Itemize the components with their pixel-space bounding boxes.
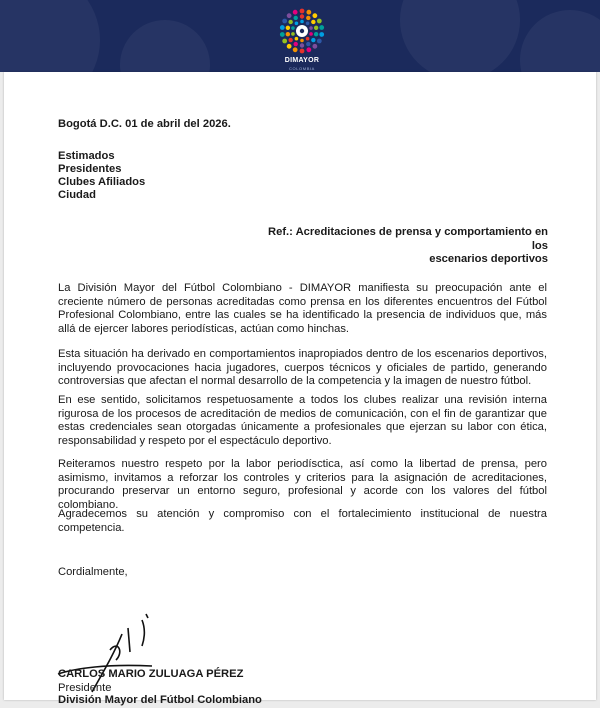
logo-dot: [300, 14, 304, 18]
brand-sub: COLOMBIA: [289, 66, 315, 71]
logo-dot: [282, 39, 287, 44]
letter-date: Bogotá D.C. 01 de abril del 2026.: [58, 118, 231, 130]
logo-dot: [319, 25, 324, 30]
logo-dot: [306, 47, 311, 52]
logo-dot: [309, 32, 313, 36]
recipient-line-4: Ciudad: [58, 189, 96, 201]
logo-dot: [311, 20, 315, 24]
paragraph-1: La División Mayor del Fútbol Colombiano - DIMAYOR manifiesta su preocupación ante el creciente número de personas acreditadas como prensa en los diferentes encuentros del Fútbol Profesional Colombiano, entre las cuales se ha identificado la presencia de individuos que, más allá de ejercer labores periodísticas, actúan como hinchas.: [58, 282, 547, 335]
logo-dot: [300, 20, 304, 24]
dimayor-emblem-icon: [276, 8, 328, 56]
recipient-line-2: Presidentes: [58, 163, 122, 175]
paragraph-2: Esta situación ha derivado en comportamientos inapropiados dentro de los escenarios deportivos, incluyendo provocaciones hacia jugadores, cuerpos técnicos y oficiales de partido, generando controversias que afectan el normal desarrollo de la competencia y la imagen de nuestro fútbol.: [58, 348, 547, 388]
logo-dot: [287, 13, 292, 18]
logo-dot: [306, 16, 310, 20]
letter-page: [4, 72, 596, 706]
logo-dot: [319, 32, 324, 37]
closing: Cordialmente,: [58, 566, 128, 578]
logo-dot: [314, 26, 318, 30]
logo-dot: [291, 26, 295, 30]
paragraph-3: En ese sentido, solicitamos respetuosamente a todos los clubes realizar una revisión interna rigurosa de los procesos de acreditación de medios de comunicación, con el fin de garantizar que estas credenciales sean otorgadas únicamente a profesionales que ejerzan su labor con ética, responsabilidad y respeto por el espectáculo deportivo.: [58, 394, 547, 447]
logo-dot: [280, 32, 285, 37]
logo-dot: [300, 39, 304, 43]
logo-dot: [293, 10, 298, 15]
signer-name: CARLOS MARIO ZULUAGA PÉREZ: [58, 668, 244, 680]
logo-dot: [288, 20, 292, 24]
logo-dot: [280, 25, 285, 30]
logo-dot: [300, 49, 305, 54]
reference-line: [252, 226, 548, 267]
logo-dot: [312, 13, 317, 18]
logo-dot: [314, 32, 318, 36]
logo-dot: [306, 10, 311, 15]
logo-dot: [288, 38, 292, 42]
reference-line-1: Ref.: Acreditaciones de prensa y comportamiento en los: [268, 226, 548, 252]
logo-dot: [294, 42, 298, 46]
signer-organization: División Mayor del Fútbol Colombiano: [58, 694, 262, 706]
logo-dot: [293, 47, 298, 52]
logo-dot: [311, 38, 315, 42]
paragraph-4: Reiteramos nuestro respeto por la labor periodísctica, así como la libertad de prensa, pero asimismo, invitamos a reforzar los controles y criterios para la asignación de acreditaciones, procurando preservar un entorno seguro, profesional y acorde con los valores del fútbol colombiano.: [58, 458, 547, 511]
dimayor-logo: [276, 8, 328, 70]
logo-dot: [294, 16, 298, 20]
logo-dot: [309, 26, 313, 30]
logo-dot: [291, 32, 295, 36]
logo-dot: [295, 22, 299, 26]
logo-dot: [317, 19, 322, 24]
logo-dot: [282, 19, 287, 24]
logo-dot: [287, 44, 292, 49]
recipient-line-3: Clubes Afiliados: [58, 176, 146, 188]
reference-line-2: escenarios deportivos: [429, 253, 548, 266]
signer-title: Presidente: [58, 682, 112, 694]
recipient-line-1: Estimados: [58, 150, 115, 162]
logo-dot: [286, 26, 290, 30]
paragraph-5: Agradecemos su atención y compromiso con el fortalecimiento institucional de nuestra competencia.: [58, 508, 547, 534]
brand-name: DIMAYOR: [284, 57, 320, 64]
logo-dot: [300, 9, 305, 14]
logo-dot: [306, 42, 310, 46]
logo-dot: [286, 32, 290, 36]
logo-dot: [317, 39, 322, 44]
logo-dot: [295, 37, 299, 41]
logo-dot: [306, 37, 310, 41]
logo-dot: [300, 43, 304, 47]
letterhead-banner: [0, 0, 600, 72]
logo-dot: [306, 22, 310, 26]
logo-dot: [312, 44, 317, 49]
